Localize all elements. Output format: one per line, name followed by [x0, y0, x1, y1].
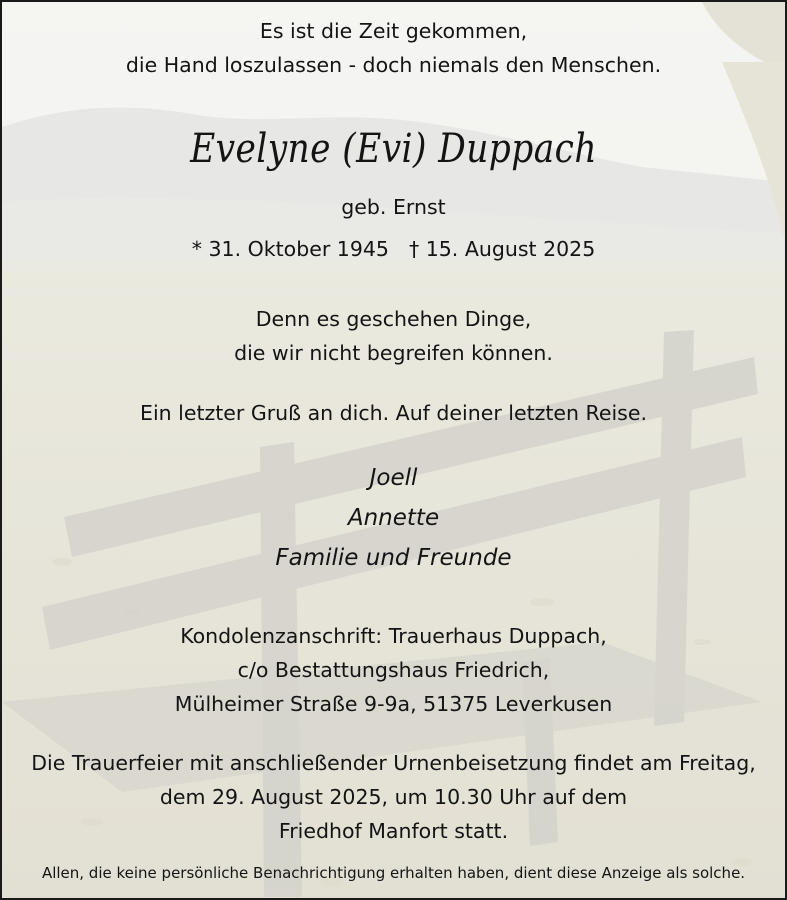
mourner-name: Familie und Freunde	[275, 545, 512, 571]
footnote: Allen, die keine persönliche Benachrichtigung erhalten haben, dient diese Anzeige als solche.	[41, 864, 746, 882]
farewell-line: Ein letzter Gruß an dich. Auf deiner letzten Reise.	[140, 401, 647, 425]
verse-line-2: die wir nicht begreifen können.	[234, 341, 553, 365]
ceremony-line-3: Friedhof Manfort statt.	[278, 819, 509, 843]
deceased-name: Evelyne (Evi) Duppach	[190, 126, 597, 172]
motto-line-1: Es ist die Zeit gekommen,	[259, 19, 528, 43]
verse-line-1: Denn es geschehen Dinge,	[255, 307, 532, 331]
mourner-name: Annette	[347, 505, 440, 531]
ceremony-line-2: dem 29. August 2025, um 10.30 Uhr auf dem	[159, 785, 628, 809]
death-date: † 15. August 2025	[408, 237, 596, 261]
condolence-line-1: Kondolenzanschrift: Trauerhaus Duppach,	[180, 624, 607, 648]
condolence-line-3: Mülheimer Straße 9-9a, 51375 Leverkusen	[174, 692, 613, 716]
mourner-name: Joell	[369, 465, 418, 491]
birth-name: geb. Ernst	[341, 195, 446, 219]
motto-line-2: die Hand loszulassen - doch niemals den Menschen.	[125, 53, 662, 77]
birth-date: * 31. Oktober 1945	[191, 237, 389, 261]
condolence-line-2: c/o Bestattungshaus Friedrich,	[237, 658, 550, 682]
life-dates	[2, 232, 785, 266]
ceremony-line-1: Die Trauerfeier mit anschließender Urnenbeisetzung findet am Freitag,	[31, 751, 756, 775]
